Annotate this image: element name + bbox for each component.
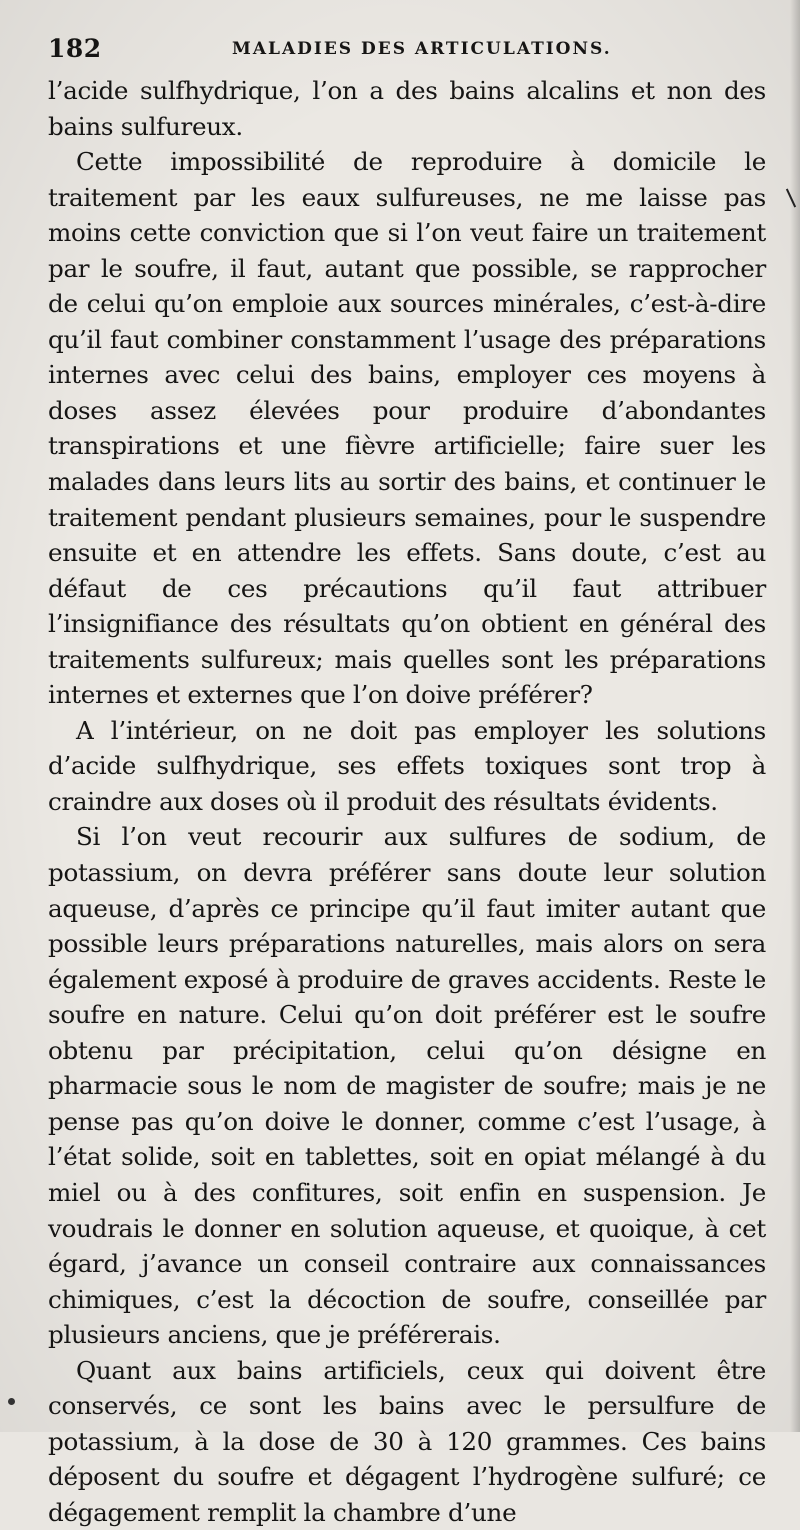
paragraph-5: Quant aux bains artificiels, ceux qui doivent être conservés, ce sont les bains avec le persulfure de potassium, à la dose de 30 à 120 grammes. Ces bains déposent du soufre et dégagent l’hydrogène sulfuré; ce dégagement remplit la chambre d’une (48, 1355, 766, 1527)
page-number: 182 (48, 34, 102, 63)
body-text (48, 73, 766, 1530)
page-edge-shadow (790, 0, 800, 1432)
paragraph-2: Cette impossibilité de reproduire à domicile le traitement par les eaux sulfureuses, ne me laisse pas moins cette conviction que si l’on veut faire un traitement par le soufre, il faut, autant que possible, se rapprocher de celui qu’on emploie aux sources minérales, c’est-à-dire qu’il faut combiner constamment l’usage des préparations internes avec celui des bains, employer ces moyens à doses assez élevées pour produire d’abondantes transpirations et une fièvre artificielle; faire suer les malades dans leurs lits au sortir des bains, et continuer le traitement pendant plusieurs semaines, pour le suspendre ensuite et en attendre les effets. Sans doute, c’est au défaut de ces précautions qu’il faut attribuer l’insignifiance des résultats qu’on obtient en général des traitements sulfureux; mais quelles sont les préparations internes et externes que l’on doive préférer? (48, 147, 766, 710)
paragraph-4: Si l’on veut recourir aux sulfures de sodium, de potassium, on devra préférer sans doute leur solution aqueuse, d’après ce principe qu’il faut imiter autant que possible leurs préparations naturelles, mais alors on sera également exposé à produire de graves accidents. Reste le soufre en nature. Celui qu’on doit préférer est le soufre obtenu par précipitation, celui qu’on désigne en pharmacie sous le nom de magister de soufre; mais je ne pense pas qu’on doive le donner, comme c’est l’usage, à l’état solide, soit en tablettes, soit en opiat mélangé à du miel ou à des confitures, soit enfin en suspension. Je voudrais le donner en solution aqueuse, et quoique, à cet égard, j’avance un conseil contraire aux connaissances chimiques, c’est la décoction de soufre, conseillée par plusieurs anciens, que je préférerais. (48, 822, 766, 1350)
page-header (48, 34, 768, 64)
running-title: MALADIES DES ARTICULATIONS. (232, 39, 612, 59)
paragraph-3: A l’intérieur, on ne doit pas employer les solutions d’acide sulfhydrique, ses effets toxiques sont trop à craindre aux doses où il produit des résultats évidents. (48, 715, 766, 816)
ink-spot (8, 1398, 15, 1405)
paragraph-1: l’acide sulfhydrique, l’on a des bains alcalins et non des bains sulfureux. (48, 76, 766, 141)
